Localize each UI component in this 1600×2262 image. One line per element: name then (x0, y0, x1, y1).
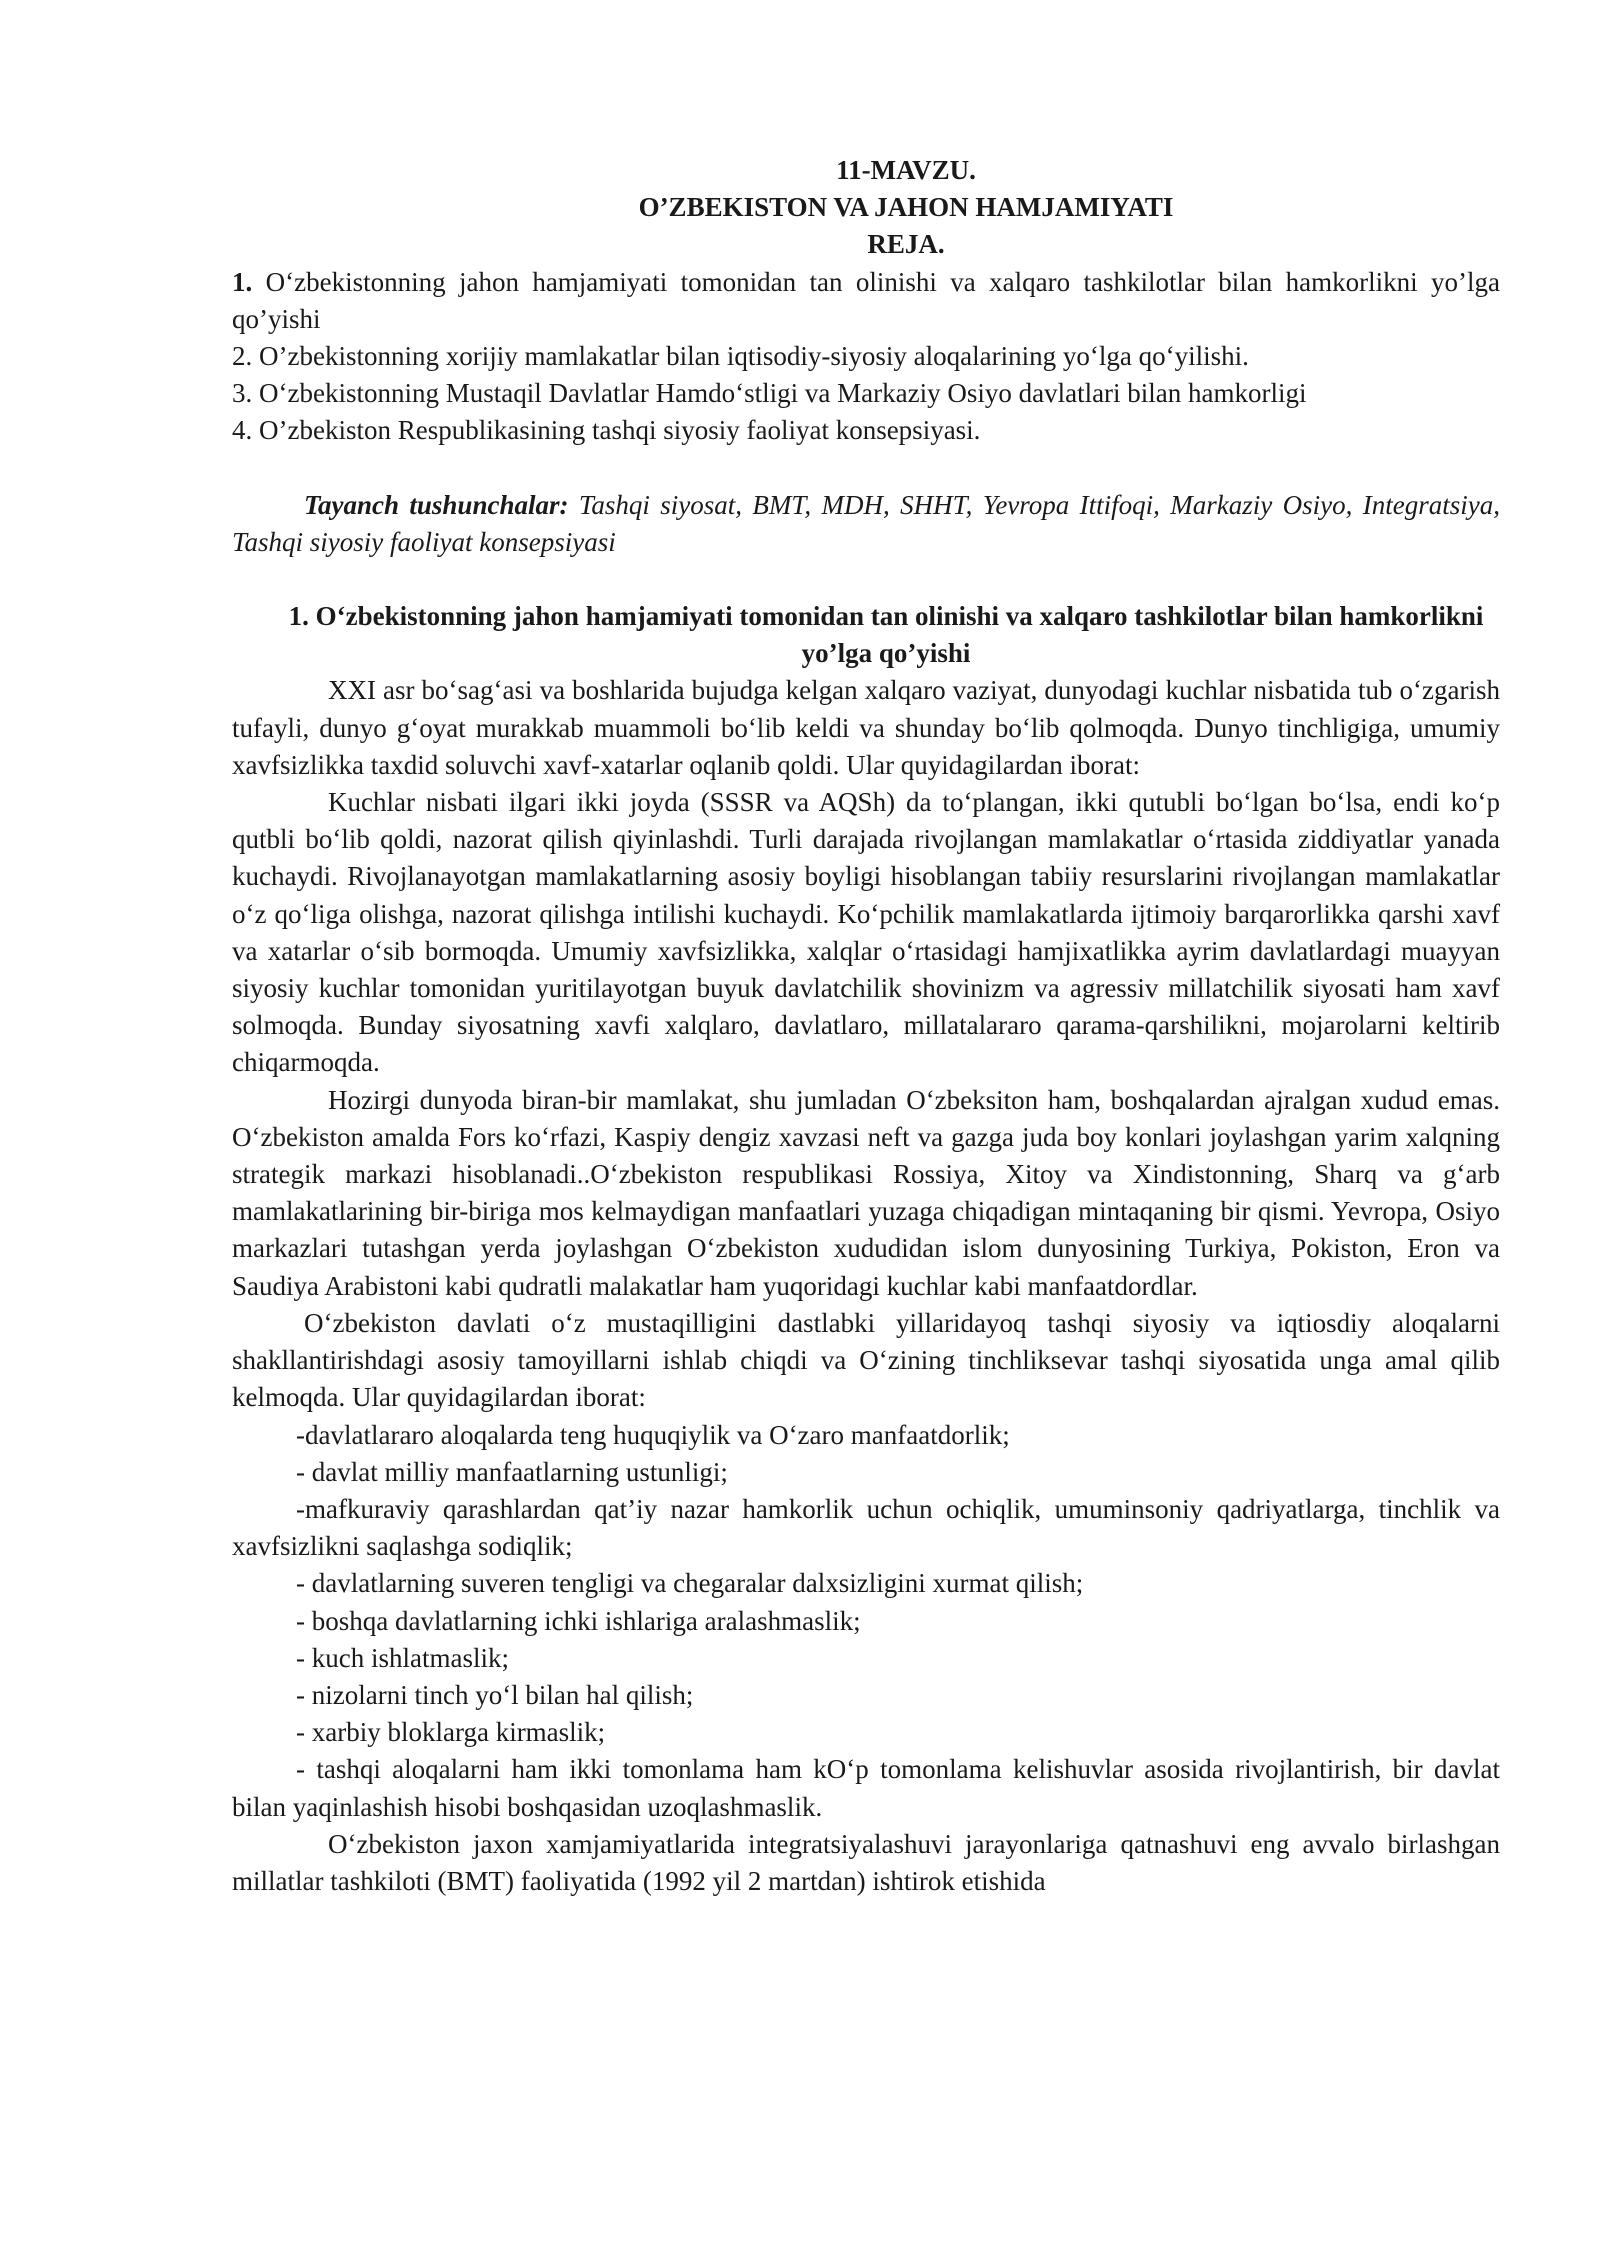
principle-item: - davlat milliy manfaatlarning ustunligi; (296, 1456, 728, 1487)
key-concepts-text: Tashqi siyosat, BMT, MDH, SHHT, Yevropa Ittifoqi, Markaziy Osiyo, Integratsiya, Tashqi siyosiy faoliyat konsepsiyasi (232, 489, 1500, 557)
key-concepts (232, 487, 1500, 561)
page-title: O’ZBEKISTON VA JAHON HAMJAMIYATI (638, 192, 1174, 223)
plan-item-3: 3. O‘zbekistonning Mustaqil Davlatlar Hamdo‘stligi va Markaziy Osiyo davlatlari bilan hamkorligi (232, 378, 1307, 409)
plan-heading: REJA. (867, 229, 945, 260)
principle-item: -mafkuraviy qarashlardan qat’iy nazar hamkorlik uchun ochiqlik, umuminsoniy qadriyatlarga, tinchlik va xavfsizlikni saqlashga sodiqlik; (232, 1493, 1500, 1562)
plan-item-1-text: O‘zbekistonning jahon hamjamiyati tomonidan tan olinishi va xalqaro tashkilotlar bilan hamkorlikni yo’lga qo’yishi (232, 266, 1500, 334)
principle-item: -davlatlararo aloqalarda teng huquqiylik va O‘zaro manfaatdorlik; (296, 1419, 1010, 1450)
plan-item-4: 4. O’zbekiston Respublikasining tashqi siyosiy faoliyat konsepsiyasi. (232, 415, 981, 446)
section-1-heading: 1. O‘zbekistonning jahon hamjamiyati tomonidan tan olinishi va xalqaro tashkilotlar bilan hamkorlikni yo’lga qo’yishi (288, 601, 1484, 669)
key-concepts-label: Tayanch tushunchalar: (304, 489, 569, 520)
topic-number: 11-MAVZU. (836, 155, 976, 185)
section-1-closing-paragraph: O‘zbekiston jaxon xamjamiyatlarida integratsiyalashuvi jarayonlariga qatnashuvi eng avvalo birlashgan millatlar tashkiloti (BMT) faoliyatida (1992 yil 2 martdan) ishtirok etishida (232, 1828, 1500, 1896)
section-1-paragraph-4: O‘zbekiston davlati o‘z mustaqilligini dastlabki yillaridayoq tashqi siyosiy va iqtiosdiy aloqalarni shakllantirishdagi asosiy tamoyillarni ishlab chiqdi va O‘zining tinchliksevar tashqi siyosatida unga amal qilib kelmoqda. Ular quyidagilardan iborat: (232, 1307, 1500, 1413)
principle-item: - xarbiy bloklarga kirmaslik; (296, 1717, 606, 1748)
section-1-paragraph-3: Hozirgi dunyoda biran-bir mamlakat, shu jumladan O‘zbeksiton ham, boshqalardan ajralgan xudud emas. O‘zbekiston amalda Fors ko‘rfazi, Kaspiy dengiz xavzasi neft va gazga juda boy konlari joylashgan yarim xalqning strategik markazi hisoblanadi..O‘zbekiston respublikasi Rossiya, Xitoy va Xindistonning, Sharq va g‘arb mamlakatlarining bir-biriga mos kelmaydigan manfaatlari yuzaga chiqadigan mintaqaning bir qismi. Yevropa, Osiyo markazlari tutashgan yerda joylashgan O‘zbekiston xududidan islom dunyosining Turkiya, Pokiston, Eron va Saudiya Arabistoni kabi qudratli malakatlar ham yuqoridagi kuchlar kabi manfaatdordlar. (232, 1084, 1500, 1301)
principle-item: - nizolarni tinch yo‘l bilan hal qilish; (296, 1679, 694, 1710)
principle-item: - davlatlarning suveren tengligi va chegaralar dalxsizligini xurmat qilish; (296, 1568, 1084, 1599)
principle-item: - tashqi aloqalarni ham ikki tomonlama ham kO‘p tomonlama kelishuvlar asosida rivojlantirish, bir davlat bilan yaqinlashish hisobi boshqasidan uzoqlashmaslik. (232, 1754, 1500, 1822)
section-1-paragraph-1: XXI asr bo‘sag‘asi va boshlarida bujudga kelgan xalqaro vaziyat, dunyodagi kuchlar nisbatida tub o‘zgarish tufayli, dunyo g‘oyat murakkab muammoli bo‘lib keldi va shunday bo‘lib qolmoqda. Dunyo tinchligiga, umumiy xavfsizlikka taxdid soluvchi xavf-xatarlar oqlanib qoldi. Ular quyidagilardan iborat: (232, 675, 1500, 780)
section-1-paragraph-2: Kuchlar nisbati ilgari ikki joyda (SSSR va AQSh) da to‘plangan, ikki qutubli bo‘lgan bo‘lsa, endi ko‘p qutbli bo‘lib qoldi, nazorat qilish qiyinlashdi. Turli darajada rivojlangan mamlakatlar o‘rtasida ziddiyatlar yanada kuchaydi. Rivojlanayotgan mamlakatlarning asosiy boyligi hisoblangan tabiiy resurslarini rivojlangan mamlakatlar o‘z qo‘liga olishga, nazorat qilishga intilishi kuchaydi. Ko‘pchilik mamlakatlarda ijtimoiy barqarorlikka qarshi xavf va xatarlar o‘sib bormoqda. Umumiy xavfsizlikka, xalqlar o‘rtasidagi hamjixatlikka ayrim davlatlardagi muayyan siyosiy kuchlar tomonidan yuritilayotgan buyuk davlatchilik shovinizm va agressiv millatchilik siyosati ham xavf solmoqda. Bunday siyosatning xavfi xalqlaro, davlatlaro, millatalararo qarama-qarshilikni, mojarolarni keltirib chiqarmoqda. (232, 787, 1500, 1078)
plan-item-1-number: 1. (232, 266, 253, 297)
document-page (232, 152, 1500, 1900)
principle-item: - kuch ishlatmaslik; (296, 1642, 509, 1673)
plan-item-2: 2. O’zbekistonning xorijiy mamlakatlar bilan iqtisodiy-siyosiy aloqalarining yo‘lga qo‘yilishi. (232, 341, 1249, 372)
principle-item: - boshqa davlatlarning ichki ishlariga aralashmaslik; (296, 1605, 861, 1636)
plan-item-1 (232, 264, 1500, 338)
